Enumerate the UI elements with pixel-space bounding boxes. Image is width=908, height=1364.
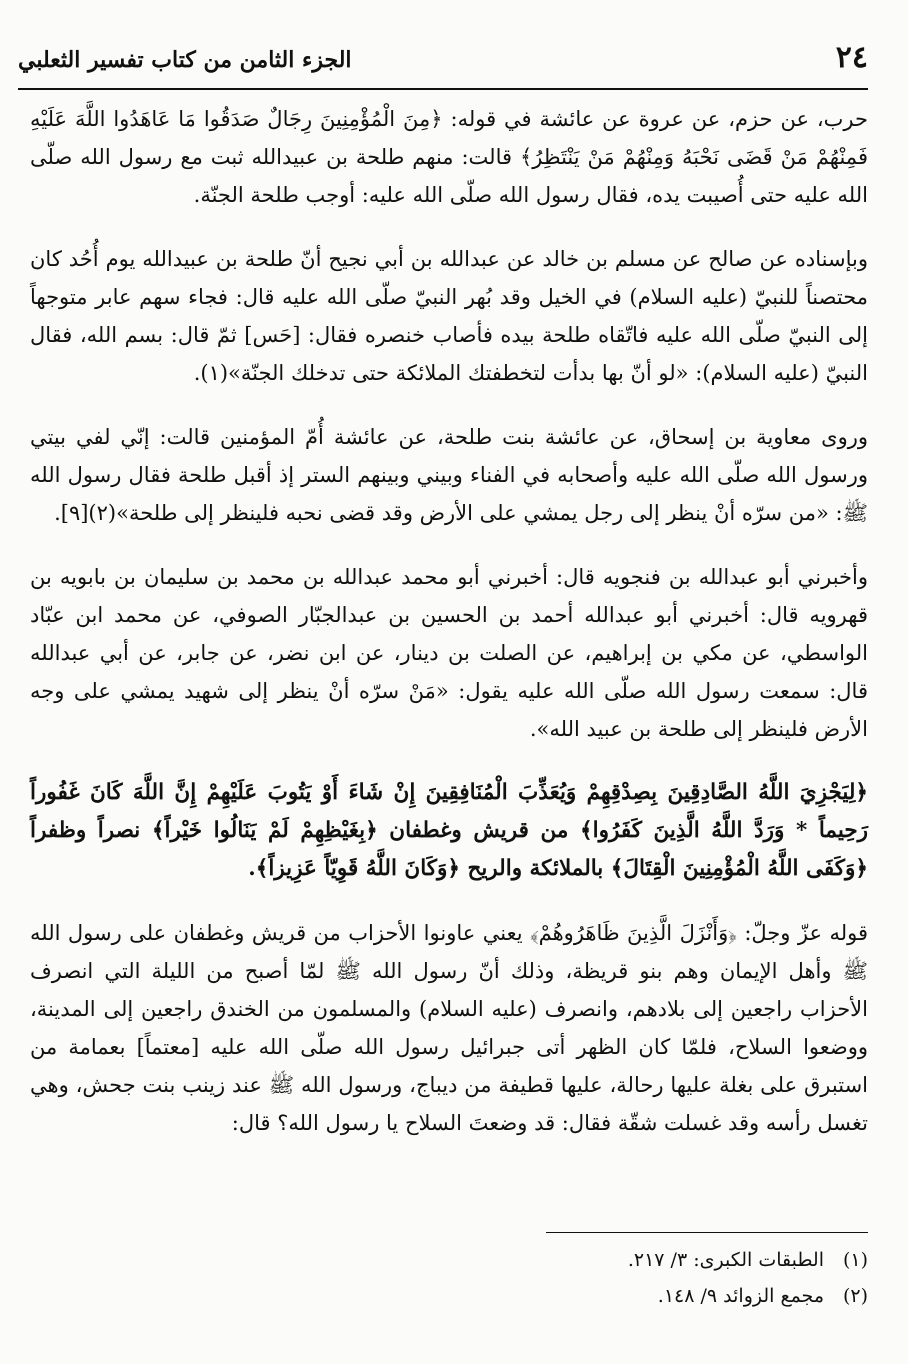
paragraph: وأخبرني أبو عبدالله بن فنجويه قال: أخبرني أبو محمد عبدالله بن محمد بن سليمان بن بابويه بن قهرويه قال: أخبرني أبو عبدالله أحمد بن الحسين بن عبدالجبّار الصوفي، عن محمد ابن عبّاد الواسطي، عن مكي بن إبراهيم، عن الصلت بن دينار، عن ابن نضر، عن جابر، عن أبي عبدالله قال: سمعت رسول الله صلّى الله عليه يقول: «مَنْ سرّه أنْ ينظر إلى شهيد يمشي على وجه الأرض فلينظر إلى طلحة بن عبيد الله».: [30, 565, 868, 741]
footnote: [348, 1278, 868, 1314]
paragraph: قوله عزّ وجلّ: ﴿وَأَنْزَلَ الَّذِينَ ظَاهَرُوهُمْ﴾ يعني عاونوا الأحزاب من قريش وغطفان على رسول الله ﷺ وأهل الإيمان وهم بنو قريظة، وذلك أنّ رسول الله ﷺ لمّا أصبح من الليلة التي انصرف الأحزاب راجعين إلى بلادهم، وانصرف (عليه السلام) والمسلمون من الخندق راجعين إلى المدينة، ووضعوا السلاح، فلمّا كان الظهر أتى جبرائيل رسول الله صلّى الله عليه [معتماً] بعمامة من استبرق على بغلة عليها رحالة، عليها قطيفة من ديباج، ورسول الله ﷺ عند زينب بنت جحش، وهي تغسل رأسه وقد غسلت شقّة فقال: قد وضعتَ السلاح يا رسول الله؟ قال:: [30, 921, 868, 1135]
paragraph: حرب، عن حزم، عن عروة عن عائشة في قوله: ﴿مِنَ الْمُؤْمِنِينَ رِجَالٌ صَدَقُوا مَا عَاهَدُوا اللَّهَ عَلَيْهِ فَمِنْهُمْ مَنْ قَضَى نَحْبَهُ وَمِنْهُمْ مَنْ يَنْتَظِرُ﴾ قالت: منهم طلحة بن عبيدالله ثبت مع رسول الله صلّى الله عليه حتى أُصيبت يده، فقال رسول الله صلّى الله عليه: أوجب طلحة الجنّة.: [30, 107, 868, 207]
page-number: ٢٤: [835, 40, 868, 75]
quran-verse-paragraph: ﴿لِيَجْزِيَ اللَّهُ الصَّادِقِينَ بِصِدْقِهِمْ وَيُعَذِّبَ الْمُنَافِقِينَ إِنْ شَاءَ أَوْ يَتُوبَ عَلَيْهِمْ إِنَّ اللَّهَ كَانَ غَفُوراً رَحِيماً * وَرَدَّ اللَّهُ الَّذِينَ كَفَرُوا﴾ من قريش وغطفان ﴿بِغَيْظِهِمْ لَمْ يَنَالُوا خَيْراً﴾ نصراً وظفراً ﴿وَكَفَى اللَّهُ الْمُؤْمِنِينَ الْقِتَالَ﴾ بالملائكة والريح ﴿وَكَانَ اللَّهُ قَوِيّاً عَزِيزاً﴾.: [30, 780, 868, 881]
footnote-text: مجمع الزوائد ٩/ ١٤٨.: [657, 1285, 824, 1307]
footnote: [348, 1242, 868, 1278]
paragraph: وروى معاوية بن إسحاق، عن عائشة بنت طلحة، عن عائشة أُمّ المؤمنين قالت: إنّي لفي بيتي ورسول الله صلّى الله عليه وأصحابه في الفناء وبيني وبينهم الستر إذ أقبل طلحة فقال رسول الله ﷺ: «من سرّه أنْ ينظر إلى رجل يمشي على الأرض وقد قضى نحبه فلينظر إلى طلحة»(٢)[٩].: [30, 425, 868, 525]
footnote-text: الطبقات الكبرى: ٣/ ٢١٧.: [627, 1249, 824, 1271]
footnote-divider: [546, 1232, 868, 1233]
running-title: الجزء الثامن من كتاب تفسير الثعلبي: [18, 47, 352, 73]
footnote-number: (٢): [842, 1285, 868, 1307]
footnotes: [348, 1242, 868, 1314]
footnote-number: (١): [842, 1249, 868, 1271]
paragraph: وبإسناده عن صالح عن مسلم بن خالد عن عبدالله بن أبي نجيح أنّ طلحة بن عبيدالله يوم أُحُد كان محتصناً للنبيّ (عليه السلام) في الخيل وقد بُهر النبيّ صلّى الله عليه قال: فجاء سهم عابر متوجهاً إلى النبيّ صلّى الله عليه فاتّقاه طلحة بيده فأصاب خنصره فقال: [حَس] ثمّ قال: بسم الله، فقال النبيّ (عليه السلام): «لو أنّ بها بدأت لتخطفتك الملائكة حتى تدخلك الجنّة»(١).: [30, 247, 868, 385]
page-body: [30, 100, 868, 1142]
page-header: [18, 36, 868, 90]
